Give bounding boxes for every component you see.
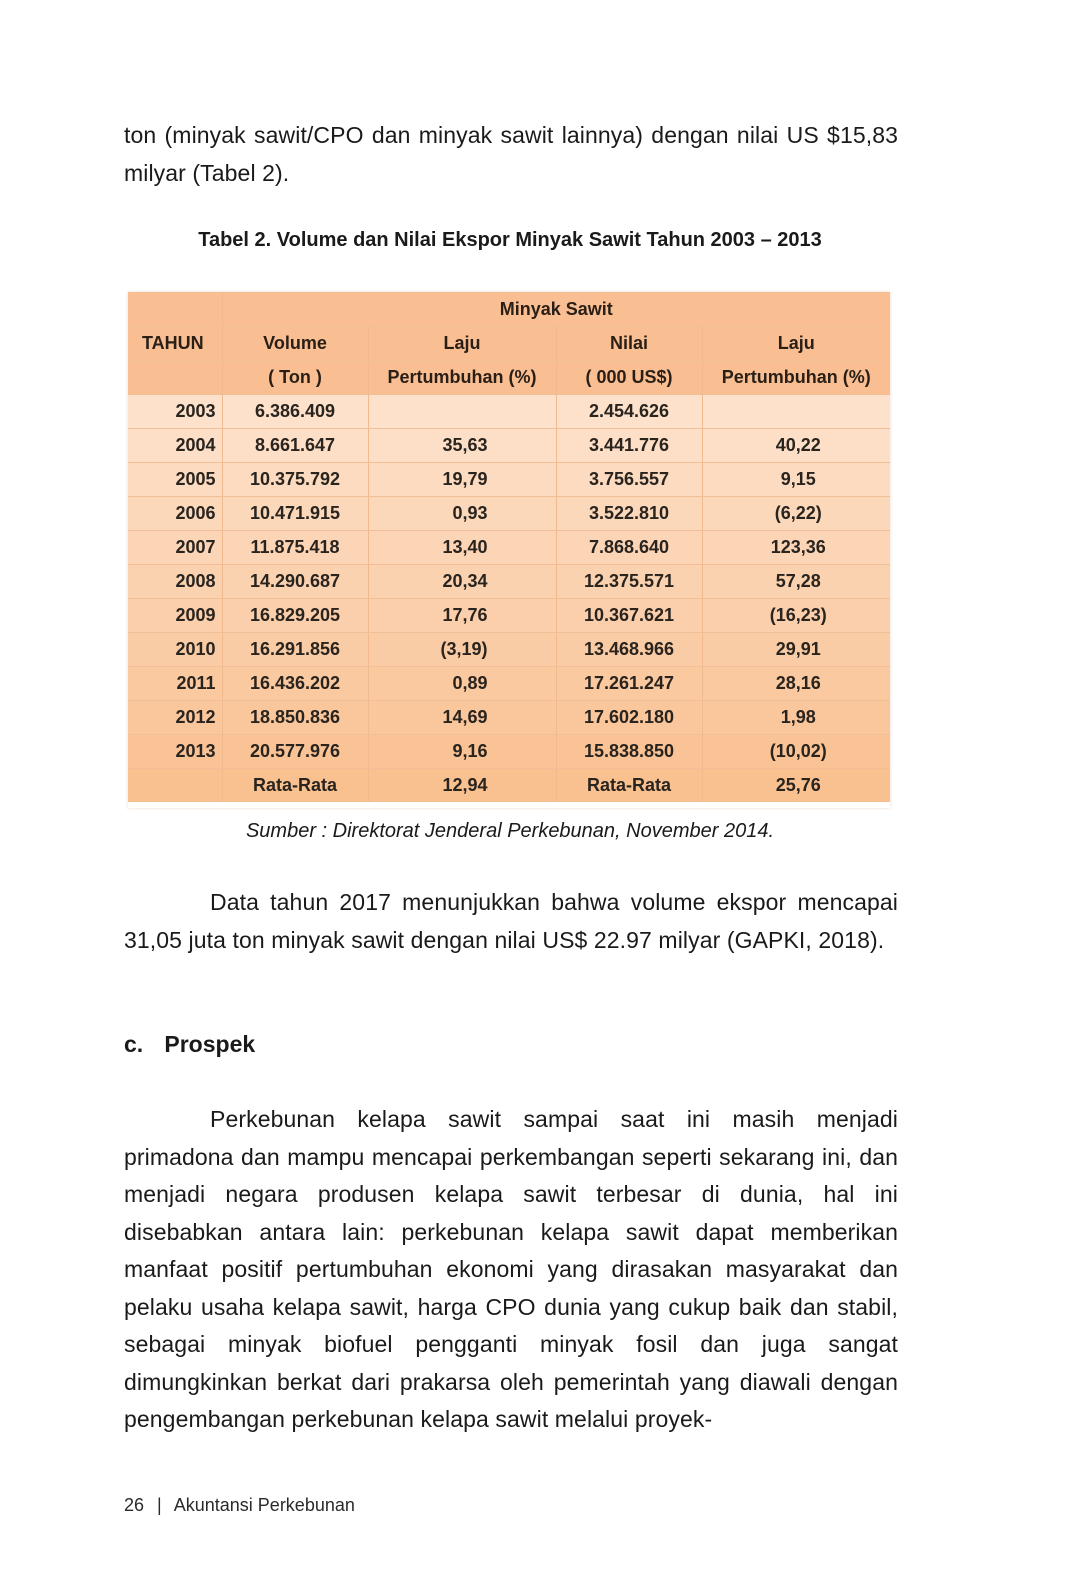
cell-laju-nilai: 57,28 (702, 565, 890, 599)
cell-laju-volume: 14,69 (368, 701, 556, 735)
group-header-minyak-sawit: Minyak Sawit (222, 292, 890, 327)
cell-laju-nilai: 123,36 (702, 531, 890, 565)
header-laju-nilai-unit: Pertumbuhan (%) (702, 361, 890, 395)
header-tahun: TAHUN (128, 327, 222, 361)
header-volume: Volume (222, 327, 368, 361)
table-row (128, 565, 890, 599)
cell-nilai: 3.441.776 (556, 429, 702, 463)
cell-average-label-nilai: Rata-Rata (556, 769, 702, 803)
header-empty-cell (128, 361, 222, 395)
table-row (128, 463, 890, 497)
cell-laju-volume: 0,89 (368, 667, 556, 701)
cell-laju-nilai: 29,91 (702, 633, 890, 667)
section-title: Prospek (164, 1031, 256, 1057)
cell-laju-nilai: 28,16 (702, 667, 890, 701)
cell-laju-nilai: (16,23) (702, 599, 890, 633)
cell-laju-volume (368, 395, 556, 429)
cell-nilai: 12.375.571 (556, 565, 702, 599)
cell-volume: 10.471.915 (222, 497, 368, 531)
cell-nilai: 17.602.180 (556, 701, 702, 735)
header-nilai: Nilai (556, 327, 702, 361)
cell-volume: 16.829.205 (222, 599, 368, 633)
page-footer (124, 1495, 355, 1516)
cell-volume: 6.386.409 (222, 395, 368, 429)
cell-laju-volume: 13,40 (368, 531, 556, 565)
footer-separator: | (157, 1495, 162, 1515)
cell-laju-nilai: 1,98 (702, 701, 890, 735)
section-heading-prospek (124, 1031, 255, 1058)
cell-laju-nilai: (10,02) (702, 735, 890, 769)
cell-laju-volume: 20,34 (368, 565, 556, 599)
cell-tahun: 2008 (128, 565, 222, 599)
table-row (128, 429, 890, 463)
cell-empty (128, 769, 222, 803)
cell-volume: 11.875.418 (222, 531, 368, 565)
cell-nilai: 10.367.621 (556, 599, 702, 633)
table-caption-text: Tabel 2. Volume dan Nilai Ekspor Minyak Sawit Tahun 2003 – 2013 (198, 229, 822, 251)
cell-laju-nilai (702, 395, 890, 429)
prospek-paragraph: Perkebunan kelapa sawit sampai saat ini masih menjadi primadona dan mampu mencapai perkembangan seperti sekarang ini, dan menjadi negara produsen kelapa sawit terbesar di dunia, hal ini disebabkan antara lain: perkebunan kelapa sawit dapat memberikan manfaat positif pertumbuhan ekonomi yang dirasakan masyarakat dan pelaku usaha kelapa sawit, harga CPO dunia yang cukup baik dan stabil, sebagai minyak biofuel pengganti minyak fosil dan juga sangat dimungkinkan berkat dari prakarsa oleh pemerintah yang diawali dengan pengembangan perkebunan kelapa sawit melalui proyek- (124, 1106, 898, 1432)
header-laju-volume-unit: Pertumbuhan (%) (368, 361, 556, 395)
export-table-container (128, 292, 890, 808)
cell-average-label-volume: Rata-Rata (222, 769, 368, 803)
table-row (128, 667, 890, 701)
cell-nilai: 17.261.247 (556, 667, 702, 701)
cell-laju-nilai: (6,22) (702, 497, 890, 531)
header-laju-volume: Laju (368, 327, 556, 361)
header-nilai-unit: ( 000 US$) (556, 361, 702, 395)
table-row (128, 735, 890, 769)
cell-volume: 14.290.687 (222, 565, 368, 599)
cell-laju-volume: (3,19) (368, 633, 556, 667)
cell-volume: 8.661.647 (222, 429, 368, 463)
cell-volume: 16.291.856 (222, 633, 368, 667)
page-number: 26 (124, 1495, 145, 1515)
cell-volume: 10.375.792 (222, 463, 368, 497)
cell-laju-volume: 0,93 (368, 497, 556, 531)
cell-average-laju-nilai: 25,76 (775, 775, 821, 795)
cell-nilai: 15.838.850 (556, 735, 702, 769)
cell-average-laju-volume: 12,94 (368, 769, 556, 803)
cell-tahun: 2011 (128, 667, 222, 701)
header-empty-cell (128, 292, 222, 327)
cell-tahun: 2009 (128, 599, 222, 633)
cell-tahun: 2010 (128, 633, 222, 667)
cell-tahun: 2006 (128, 497, 222, 531)
cell-tahun: 2003 (128, 395, 222, 429)
cell-tahun: 2004 (128, 429, 222, 463)
cell-volume: 16.436.202 (222, 667, 368, 701)
cell-nilai: 3.522.810 (556, 497, 702, 531)
table-caption (0, 229, 1020, 252)
section-number: c. (124, 1031, 144, 1057)
table-row (128, 599, 890, 633)
cell-volume: 20.577.976 (222, 735, 368, 769)
book-title: Akuntansi Perkebunan (173, 1495, 355, 1515)
table-body (128, 395, 890, 803)
cell-nilai: 2.454.626 (556, 395, 702, 429)
cell-tahun: 2005 (128, 463, 222, 497)
cell-laju-nilai: 40,22 (702, 429, 890, 463)
cell-laju-nilai: 9,15 (702, 463, 890, 497)
table-row (128, 395, 890, 429)
data-2017-paragraph: Data tahun 2017 menunjukkan bahwa volume ekspor mencapai 31,05 juta ton minyak sawit dengan nilai US$ 22.97 milyar (GAPKI, 2018). (124, 889, 898, 953)
table-average-row (128, 769, 890, 803)
cell-tahun: 2012 (128, 701, 222, 735)
cell-laju-volume: 17,76 (368, 599, 556, 633)
cell-nilai: 3.756.557 (556, 463, 702, 497)
cell-laju-volume: 19,79 (368, 463, 556, 497)
cell-nilai: 13.468.966 (556, 633, 702, 667)
table-row (128, 701, 890, 735)
cell-tahun: 2007 (128, 531, 222, 565)
cell-tahun: 2013 (128, 735, 222, 769)
cell-nilai: 7.868.640 (556, 531, 702, 565)
cell-laju-volume: 35,63 (368, 429, 556, 463)
export-table (128, 292, 890, 802)
table-row (128, 531, 890, 565)
header-volume-unit: ( Ton ) (222, 361, 368, 395)
table-source: Sumber : Direktorat Jenderal Perkebunan, November 2014. (245, 820, 775, 842)
header-laju-nilai: Laju (702, 327, 890, 361)
table-row (128, 497, 890, 531)
intro-paragraph: ton (minyak sawit/CPO dan minyak sawit lainnya) dengan nilai US $15,83 milyar (Tabel 2). (124, 122, 898, 186)
cell-laju-volume: 9,16 (368, 735, 556, 769)
table-row (128, 633, 890, 667)
cell-volume: 18.850.836 (222, 701, 368, 735)
